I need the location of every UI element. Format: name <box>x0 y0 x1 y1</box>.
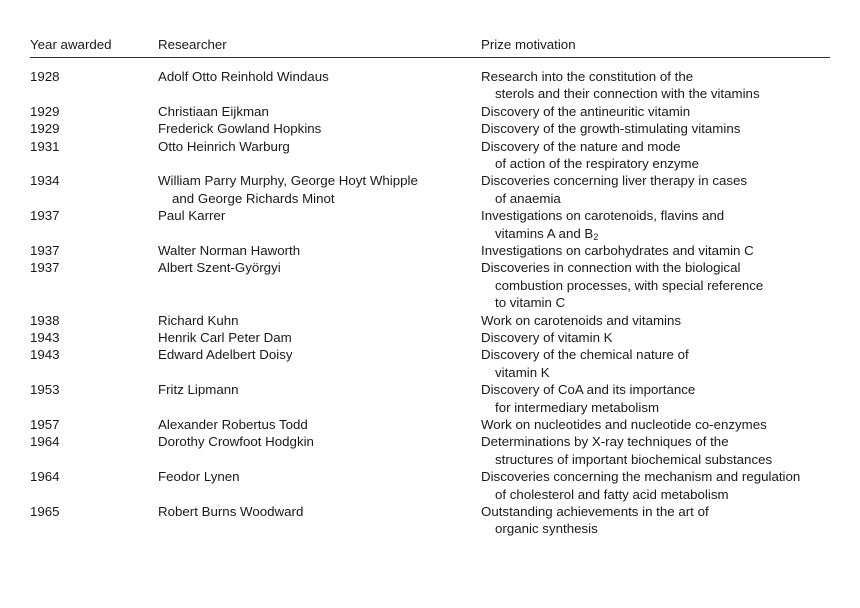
cell-motivation: Outstanding achievements in the art of organic synthesis <box>481 503 709 537</box>
cell-motivation: Discovery of vitamin K <box>481 329 613 345</box>
cell-year: 1957 <box>30 416 60 432</box>
cell-motivation: Discoveries in connection with the biological combustion processes, with special reference to vitamin C <box>481 260 764 311</box>
cell-motivation: Discovery of CoA and its importance for intermediary metabolism <box>481 382 696 415</box>
header-motivation: Prize motivation <box>481 37 576 52</box>
cell-researcher: Edward Adelbert Doisy <box>158 347 293 363</box>
cell-year: 1953 <box>30 382 60 398</box>
header-year: Year awarded <box>30 37 112 52</box>
cell-year: 1964 <box>30 469 60 485</box>
cell-researcher: Feodor Lynen <box>158 469 240 485</box>
cell-researcher: Henrik Carl Peter Dam <box>158 329 292 345</box>
header-researcher: Researcher <box>158 37 227 52</box>
cell-motivation: Investigations on carbohydrates and vitamin C <box>481 242 754 258</box>
table-row <box>30 503 830 538</box>
table-row <box>30 433 830 468</box>
table-row <box>30 103 830 120</box>
table-row <box>30 381 830 416</box>
table-row <box>30 346 830 381</box>
cell-researcher: Fritz Lipmann <box>158 382 239 398</box>
table-body <box>30 68 830 538</box>
cell-year: 1937 <box>30 208 60 224</box>
table-row <box>30 138 830 173</box>
cell-year: 1938 <box>30 312 60 328</box>
cell-motivation: Work on nucleotides and nucleotide co-enzymes <box>481 416 767 432</box>
cell-year: 1937 <box>30 260 60 276</box>
cell-researcher: William Parry Murphy, George Hoyt Whipple and George Richards Minot <box>158 173 418 206</box>
cell-researcher: Christiaan Eijkman <box>158 103 269 119</box>
cell-year: 1928 <box>30 69 60 84</box>
cell-researcher: Richard Kuhn <box>158 312 239 328</box>
cell-motivation: Discovery of the antineuritic vitamin <box>481 103 691 119</box>
table-row <box>30 172 830 207</box>
table-row <box>30 242 830 259</box>
cell-year: 1943 <box>30 347 60 363</box>
cell-researcher: Adolf Otto Reinhold Windaus <box>158 69 329 84</box>
table-row <box>30 468 830 503</box>
table-row <box>30 207 830 242</box>
cell-year: 1943 <box>30 329 60 345</box>
cell-researcher: Albert Szent-Györgyi <box>158 260 281 276</box>
cell-motivation: Discovery of the nature and mode of action of the respiratory enzyme <box>481 138 699 171</box>
cell-researcher: Paul Karrer <box>158 208 226 224</box>
cell-researcher: Dorothy Crowfoot Hodgkin <box>158 434 314 450</box>
table-row <box>30 68 830 103</box>
cell-motivation: Research into the constitution of the sterols and their connection with the vitamins <box>481 69 760 102</box>
cell-year: 1929 <box>30 103 60 119</box>
cell-motivation: Discoveries concerning liver therapy in cases of anaemia <box>481 173 748 206</box>
cell-motivation: Work on carotenoids and vitamins <box>481 312 682 328</box>
cell-motivation: Investigations on carotenoids, flavins and vitamins A and $B_2$ <box>481 208 725 242</box>
table-header <box>30 36 830 58</box>
table-row <box>30 312 830 329</box>
table-row <box>30 416 830 433</box>
cell-researcher: Otto Heinrich Warburg <box>158 138 290 154</box>
cell-year: 1931 <box>30 138 60 154</box>
cell-year: 1937 <box>30 242 60 258</box>
cell-researcher: Frederick Gowland Hopkins <box>158 121 322 137</box>
table-row <box>30 120 830 137</box>
table-row <box>30 329 830 346</box>
cell-year: 1964 <box>30 434 60 450</box>
cell-motivation: Discovery of the growth-stimulating vitamins <box>481 121 741 137</box>
table-row <box>30 259 830 311</box>
cell-motivation: Discovery of the chemical nature of vitamin K <box>481 347 689 380</box>
cell-researcher: Alexander Robertus Todd <box>158 416 308 432</box>
nobel-vitamin-table <box>30 36 830 538</box>
cell-year: 1965 <box>30 503 60 519</box>
cell-year: 1934 <box>30 173 60 189</box>
cell-year: 1929 <box>30 121 60 137</box>
cell-researcher: Robert Burns Woodward <box>158 503 304 519</box>
cell-researcher: Walter Norman Haworth <box>158 242 301 258</box>
cell-motivation: Discoveries concerning the mechanism and regulation of cholesterol and fatty acid metabolism <box>481 469 801 502</box>
cell-motivation: Determinations by X-ray techniques of the structures of important biochemical substances <box>481 434 773 467</box>
